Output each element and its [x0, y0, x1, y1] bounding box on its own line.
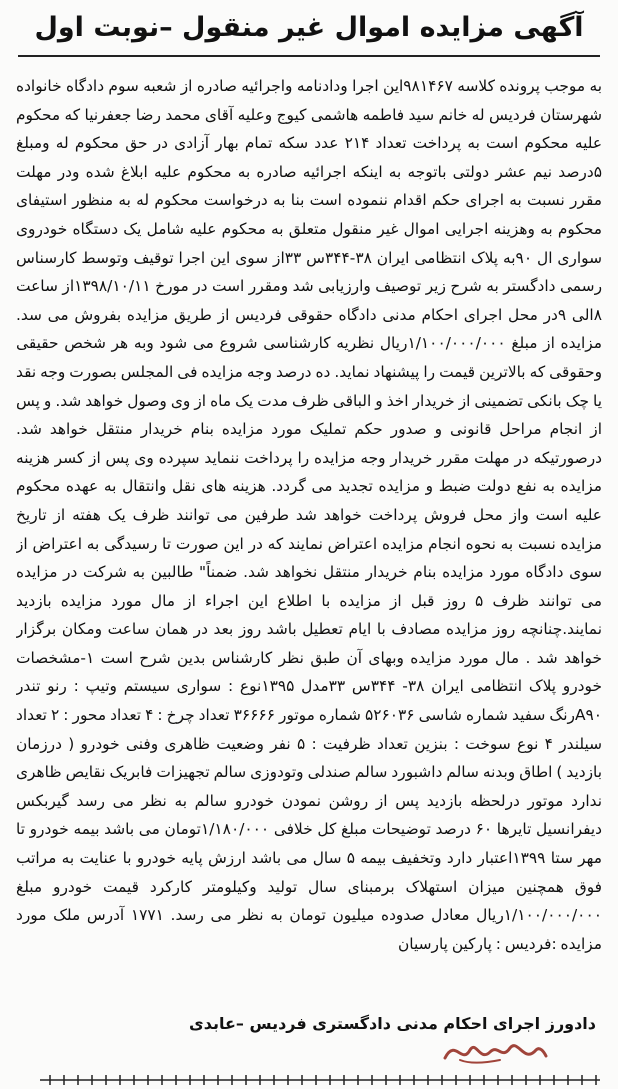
notice-signature: دادورز اجرای احکام مدنی دادگستری فردیس –عابدی	[189, 1014, 596, 1033]
dotted-rule-icon	[40, 1072, 600, 1088]
handwritten-signature-icon	[440, 1030, 550, 1070]
notice-body: به موجب پرونده کلاسه ۹۸۱۴۶۷این اجرا ودادنامه واجرائیه صادره از شعبه سوم دادگاه خانواده شهرستان فردیس له خانم سید فاطمه هاشمی کیوج وعلیه آقای محمد رضا جعفرنیا که محکوم علیه محکوم است به پرداخت تعداد ۲۱۴ عدد سکه تمام بهار آزادی در حق محکوم له ومبلغ ۵درصد نیم عشر دولتی باتوجه به اینکه اجرائیه صادره به محکوم علیه ابلاغ شده ودر مهلت مقرر نسبت به اجرای حکم اقدام ننموده است بنا به درخواست محکوم له به منظور استیفای محکوم به وهزینه اجرایی اموال غیر منقول متعلق به محکوم علیه شامل یک دستگاه خودروی سواری ال ۹۰به پلاک انتظامی ایران ۳۸-۳۴۴س ۳۳از سوی این اجرا توقیف وتوسط کارسناس رسمی دادگستر به شرح زیر توصیف وارزیابی شد ومقرر است در مورخ ۱۳۹۸/۱۰/۱۱از ساعت ۸الی ۹در محل اجرای احکام مدنی دادگاه حقوقی فردیس از طریق مزایده بفروش می سد. مزایده از مبلغ ۱/۱۰۰/۰۰۰/۰۰۰ریال نظریه کارشناسی شروع می شود وبه هر شخص حقیقی وحقوقی که بالاترین قیمت را پیشنهاد نماید. ده درصد وجه مزایده فی المجلس بصورت وجه نقد یا چک بانکی تضمینی از خریدار اخذ و الباقی ظرف مدت یک ماه از وی وصول خواهد شد. و پس از انجام مراحل قانونی و صدور حکم تملیک مورد مزایده بنام خریدار منتقل خواهد شد. درصورتیکه در مهلت مقرر خریدار وجه مزایده را پرداخت ننماید سپرده وی پس از کسر هزینه مزایده به نفع دولت ضبط و مزایده تجدید می گردد. هزینه های نقل وانتقال به عهده محکوم علیه است واز محل فروش پرداخت خواهد شد طرفین می توانند ظرف یک هفته از تاریخ مزایده نسبت به نحوه انجام مزایده اعتراض نمایند که در این صورت تا رسیدگی به اعتراض از سوی دادگاه مورد مزایده بنام خریدار منتقل نخواهد شد. ضمناً" طالبین به شرکت در مزایده می توانند ظرف ۵ روز قبل از مزایده با اطلاع این اجراء از مال مورد مزایده بازدید نمایند.چنانچه روز مزایده مصادف با ایام تعطیل باشد روز بعد در همان ساعت ومکان برگزار خواهد شد . مال مورد مزایده وبهای آن طبق نظر کارشناس بدین شرح است ۱-مشخصات خودرو پلاک انتظامی ایران ۳۸- ۳۴۴س ۳۳مدل ۱۳۹۵نوع : سواری سیستم وتیپ : رنو تندر A۹۰رنگ سفید شماره شاسی ۵۲۶۰۳۶ شماره موتور ۳۶۶۶۶ تعداد چرخ : ۴ تعداد محور : ۲ تعداد سیلندر ۴ نوع سوخت : بنزین تعداد ظرفیت : ۵ نفر وضعیت ظاهری وفنی خودرو ( درزمان بازدید ) اطاق وبدنه سالم داشبورد سالم صندلی وتودوزی سالم تجهیزات فابریک نقایص ظاهری ندارد موتور درلحظه بازدید پس از روشن نمودن خودرو سالم به نظر می رسد گیربکس دیفرانسیل تایرها ۶۰ درصد توضیحات مبلغ کل خلافی ۱/۱۸۰/۰۰۰تومان می باشد بیمه خودرو تا مهر ستا ۱۳۹۹اعتبار دارد وتخفیف بیمه ۵ سال می باشد ارزش پایه خودرو با عنایت به مراتب فوق همچنین میزان استهلاک برمبنای سال تولید وکیلومتر کارکرد قیمت خودرو مبلغ ۱/۱۰۰/۰۰۰/۰۰۰ریال معادل صدوده میلیون تومان به نظر می رسد. ۱۷۷۱ آدرس ملک مورد مزایده :فردیس : پارکین پارسیان	[16, 77, 602, 953]
notice-title: آگهی مزایده اموال غیر منقول –نوبت اول	[34, 12, 584, 43]
title-divider	[18, 55, 600, 57]
